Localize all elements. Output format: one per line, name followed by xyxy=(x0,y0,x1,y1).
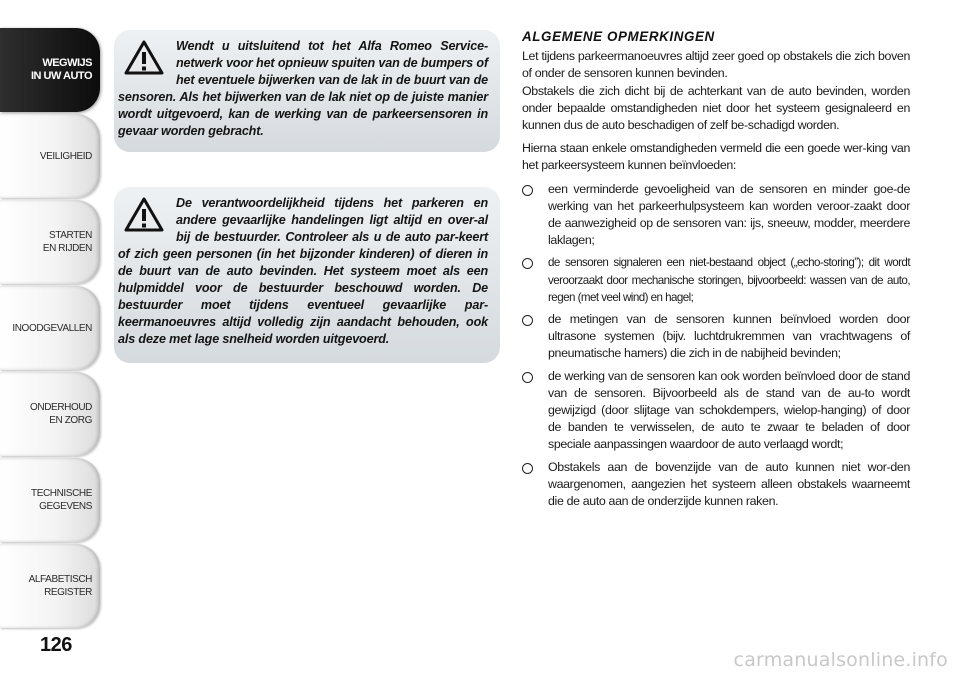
conditions-list xyxy=(522,181,910,511)
circle-bullet-icon xyxy=(522,372,533,383)
circle-bullet-icon xyxy=(522,258,533,269)
list-item xyxy=(522,181,910,250)
tab-alfabetisch-register[interactable]: ALFABETISCH REGISTER xyxy=(0,544,100,628)
warning-box xyxy=(114,187,500,363)
paragraph: Obstakels die zich dicht bij de achterkant van de auto bevinden, worden onder bepaalde omstandigheden niet door het systeem gesignaleerd en kunnen dus de auto beschadigen of zelf be-schadigd worden. xyxy=(522,83,910,133)
tab-technische-gegevens[interactable]: TECHNISCHE GEGEVENS xyxy=(0,458,100,542)
warning-triangle-icon xyxy=(118,40,170,80)
tab-starten-en-rijden[interactable]: STARTEN EN RIJDEN xyxy=(0,200,100,284)
list-item xyxy=(522,254,910,306)
list-item-text: de sensoren signaleren een niet-bestaand object („echo-storing”); dit wordt veroorzaakt door mechanische storingen, bijvoorbeeld: wassen van de auto, regen (met veel wind) en hagel; xyxy=(548,256,910,304)
list-item xyxy=(522,311,910,363)
section-title: ALGEMENE OPMERKINGEN xyxy=(522,29,715,44)
tab-in-noodgevallen[interactable]: INOODGEVALLEN xyxy=(0,286,100,370)
tab-wegwijs-in-uw-auto[interactable]: WEGWIJS IN UW AUTO xyxy=(0,28,100,112)
list-item-text: de metingen van de sensoren kunnen beïnvloed worden door ultrasone systemen (bijv. luchtdrukremmen van vrachtwagens of pneumatische hamers) die zich in de nabijheid bevinden; xyxy=(548,312,910,361)
list-item-text: de werking van de sensoren kan ook worden beïnvloed door de stand van de sensoren. Bijvoorbeeld als de stand van de au-to wordt gewijzigd (door slijtage van schokdempers, wielop-hanging) of door de banden te verwisselen, de auto te zwaar te beladen of door speciale aanpassingen waardoor de auto verlaagd wordt; xyxy=(548,368,910,452)
general-remarks-section xyxy=(522,28,910,515)
warning-triangle-icon xyxy=(118,197,170,237)
warning-box xyxy=(114,30,500,152)
page-number: 126 xyxy=(40,634,72,656)
tab-veiligheid[interactable]: VEILIGHEID xyxy=(0,114,100,198)
circle-bullet-icon xyxy=(522,463,533,474)
paragraph: Hierna staan enkele omstandigheden vermeld die een goede wer-king van het parkeersysteem kunnen beïnvloeden: xyxy=(522,141,910,173)
list-item-text: een verminderde gevoeligheid van de sensoren en minder goe-de werking van het parkeerhulpsysteem kan worden veroor-zaakt door de aanwezigheid op de sensoren van: ijs, sneeuw, modder, meerdere laklagen; xyxy=(548,181,910,248)
list-item-text: Obstakels aan de bovenzijde van de auto kunnen niet wor-den waargenomen, aangezien het systeem alleen obstakels waarneemt die de auto aan de onderzijde kunnen raken. xyxy=(548,459,910,509)
circle-bullet-icon xyxy=(522,315,533,326)
list-item xyxy=(522,459,910,511)
warning-text: Wendt u uitsluitend tot het Alfa Romeo Service-netwerk voor het opnieuw spuiten van de bumpers of het eventuele bijwerken van de lak in de buurt van de sensoren. Als het bijwerken van de lak niet op de juiste manier wordt uitgevoerd, kan de werking van de parkeersensoren in gevaar worden gebracht. xyxy=(118,39,488,138)
watermark: carmanualsonline.info xyxy=(733,649,948,671)
list-item xyxy=(522,368,910,454)
circle-bullet-icon xyxy=(522,185,533,196)
paragraph: Let tijdens parkeermanoeuvres altijd zeer goed op obstakels die zich boven of onder de sensoren kunnen bevinden. xyxy=(522,49,910,81)
warning-text: De verantwoordelijkheid tijdens het parkeren en andere gevaarlijke handelingen ligt altijd en over-al bij de bestuurder. Controleer als u de auto par-keert of zich geen personen (in het bijzonder kinderen) of dieren in de buurt van de auto bevinden. Het systeem moet als een hulpmiddel voor de bestuurder beschouwd worden. De bestuurder moet tijdens eventueel gevaarlijke par-keermanoeuvres altijd volledig zijn aandacht behouden, ook als deze met lage snelheid worden uitgevoerd. xyxy=(118,196,488,346)
tab-onderhoud-en-zorg[interactable]: ONDERHOUD EN ZORG xyxy=(0,372,100,456)
